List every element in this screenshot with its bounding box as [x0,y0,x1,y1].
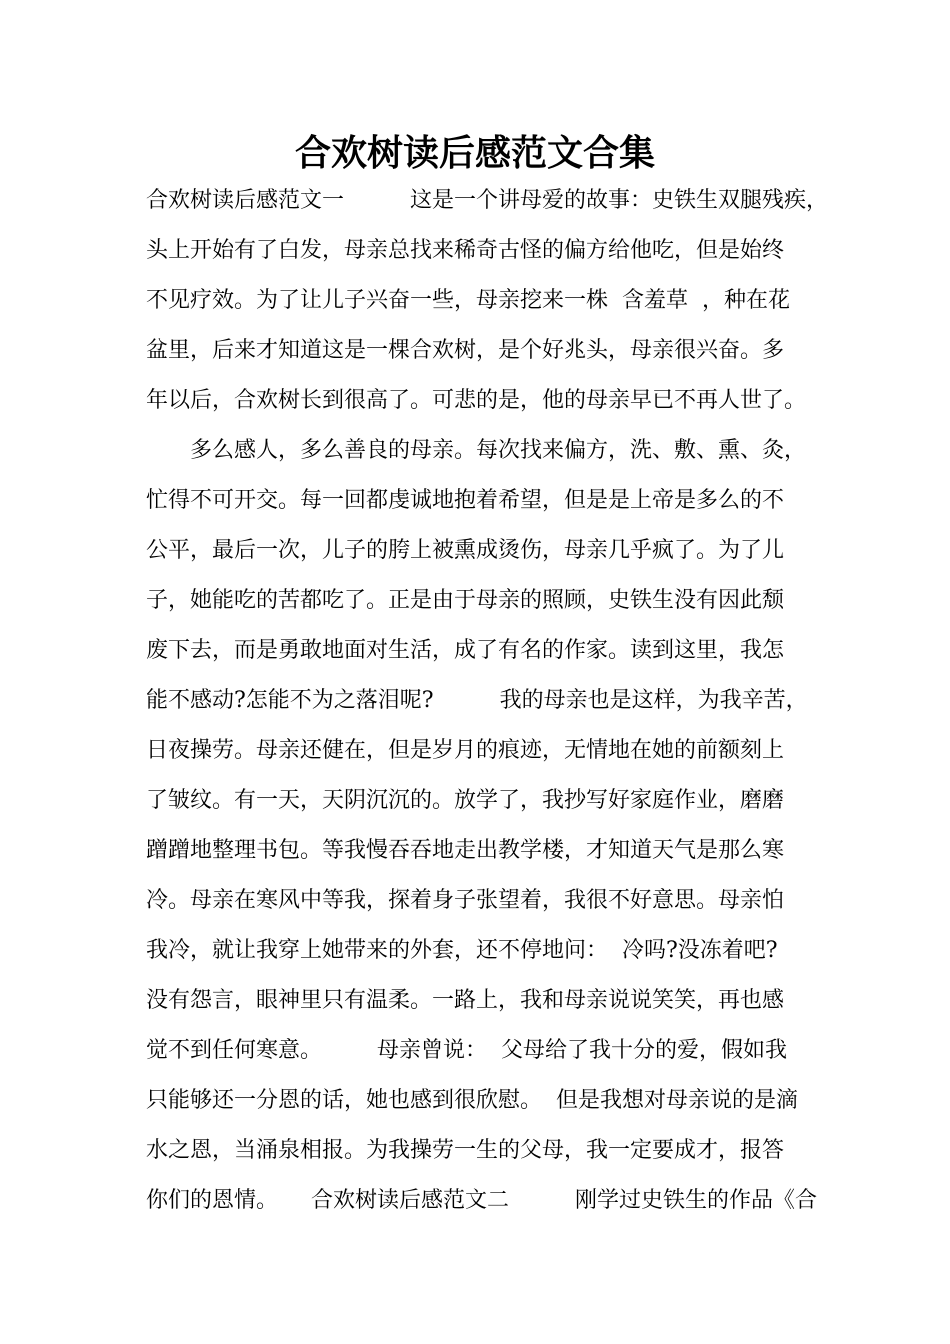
text-line: 冷。母亲在寒风中等我，探着身子张望着，我很不好意思。母亲怕 [146,888,785,913]
text-line: 头上开始有了白发，母亲总找来稀奇古怪的偏方给他吃，但是始终 [146,238,785,263]
document-body [146,176,829,1226]
text-line: 水之恩，当涌泉相报。为我操劳一生的父母，我一定要成才，报答 [146,1138,785,1163]
text-line: 我冷，就让我穿上她带来的外套，还不停地问： 冷吗?没冻着吧? [146,938,778,963]
text-line: 公平，最后一次，儿子的胯上被熏成烫伤，母亲几乎疯了。为了儿 [146,538,785,563]
document-title: 合欢树读后感范文合集 [294,133,655,174]
text-line: 了皱纹。有一天，天阴沉沉的。放学了，我抄写好家庭作业，磨磨 [146,788,785,813]
text-line: 只能够还一分恩的话，她也感到很欣慰。 但是我想对母亲说的是滴 [146,1088,798,1113]
text-line: 废下去，而是勇敢地面对生活，成了有名的作家。读到这里，我怎 [146,638,785,663]
text-line: 多么感人，多么善良的母亲。每次找来偏方，洗、敷、熏、灸， [146,438,807,463]
text-line: 觉不到任何寒意。 母亲曾说： 父母给了我十分的爱，假如我 [146,1038,787,1063]
text-line: 蹭蹭地整理书包。等我慢吞吞地走出教学楼，才知道天气是那么寒 [146,838,785,863]
text-line: 日夜操劳。母亲还健在，但是岁月的痕迹，无情地在她的前额刻上 [146,738,785,763]
text-line: 盆里，后来才知道这是一棵合欢树，是个好兆头，母亲很兴奋。多 [146,338,785,363]
text-line: 没有怨言，眼神里只有温柔。一路上，我和母亲说说笑笑，再也感 [146,988,785,1013]
text-line: 年以后，合欢树长到很高了。可悲的是，他的母亲早已不再人世了。 [146,388,807,413]
text-line: 合欢树读后感范文一 这是一个讲母爱的故事：史铁生双腿残疾， [146,188,829,213]
text-line: 能不感动?怎能不为之落泪呢? 我的母亲也是这样，为我辛苦， [146,688,808,713]
text-line: 你们的恩情。 合欢树读后感范文二 刚学过史铁生的作品《合 [146,1188,818,1213]
text-line: 子，她能吃的苦都吃了。正是由于母亲的照顾，史铁生没有因此颓 [146,588,785,613]
text-line: 忙得不可开交。每一回都虔诚地抱着希望，但是是上帝是多么的不 [146,488,785,513]
text-line: 不见疗效。为了让儿子兴奋一些，母亲挖来一株 含羞草 ，种在花 [146,288,790,313]
